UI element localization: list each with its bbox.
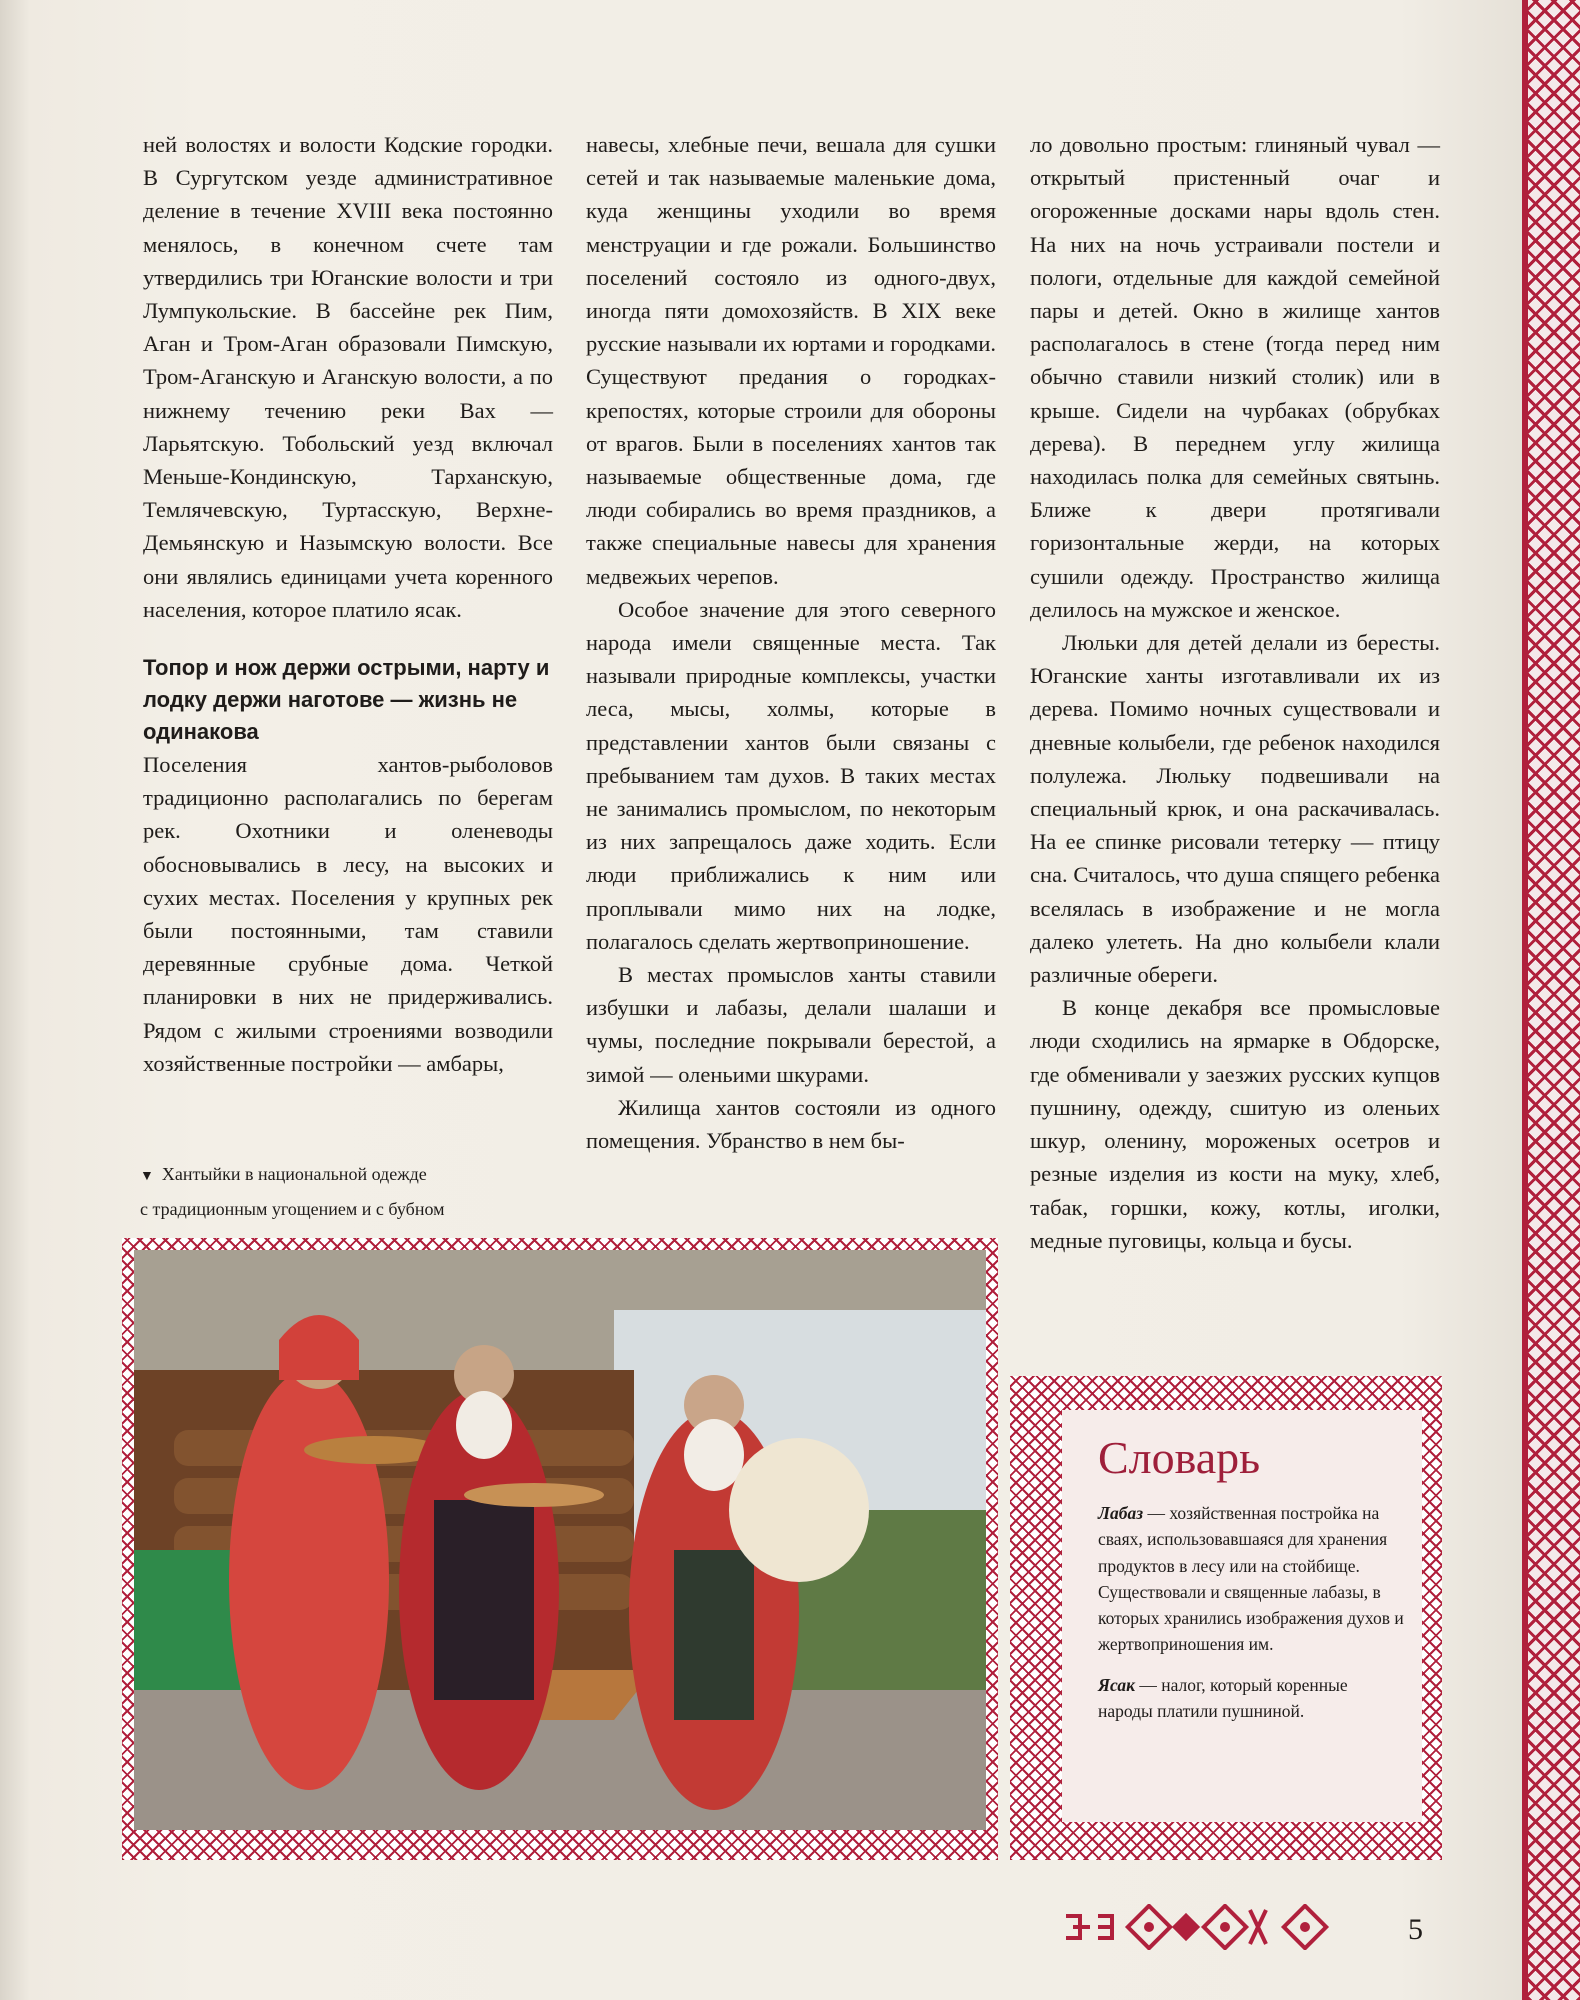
text-column-2 [586,128,996,1157]
paragraph: ней волостях и волости Кодские городки. В Сургутском уезде административное деление в течение XVIII века постоянно менялось, в конечном счете там утвердились три Юганские волости и три Лумпукольские. В бассейне рек Пим, Аган и Тром-Аган образовали Пимскую, Тром-Аганскую и Аганскую волости, а по нижнему течению реки Вах — Ларьятскую. Тобольский уезд включал Меньше-Кондинскую, Тарханскую, Темлячевскую, Туртасскую, Верхне-Демьянскую и Назымскую волости. Все они являлись единицами учета коренного населения, которое платило ясак. [143,132,553,622]
ornament-border-strip [1522,0,1580,2000]
paragraph: Жилища хантов состояли из одного помещения. Убранство в нем бы- [586,1094,996,1154]
dictionary-definition: — налог, который коренные народы платили пушниной. [1098,1674,1348,1722]
section-heading: Топор и нож держи острыми, нарту и лодку держи наготове — жизнь не одинакова [143,655,550,745]
paragraph: навесы, хлебные печи, вешала для сушки сетей и так называемые маленькие дома, куда женщины уходили во время менструации и где рожали. Большинство поселений состояло из одного-двух, иногда пяти домохозяйств. В XIX веке русские называли их юртами и городками. Существуют предания о городках-крепостях, которые строили для обороны от врагов. Были в поселениях хантов так называемые общественные дома, где люди собирались во время праздников, а также специальные навесы для хранения медвежьих черепов. [586,132,996,589]
page-number: 5 [1408,1913,1423,1946]
caption-line-2: с традиционным угощением и с бубном [140,1199,445,1219]
paragraph: Поселения хантов-рыболовов традиционно располагались по берегам рек. Охотники и оленеводы обосновывались в лесу, на высоких и сухих местах. Поселения у крупных рек были постоянными, там ставили деревянные срубные дома. Четкой планировки в них не придерживались. Рядом с жилыми строениями возводили хозяйственные постройки — амбары, [143,752,553,1076]
down-triangle-icon: ▼ [140,1169,154,1184]
dictionary-title: Словарь [1098,1432,1261,1483]
dictionary-frame [1010,1376,1442,1860]
paragraph: В местах промыслов ханты ставили избушки и лабазы, делали шалаши и чумы, последние покрывали берестой, а зимой — оленьими шкурами. [586,962,996,1087]
footer-ornament [1060,1904,1346,1950]
paragraph: Особое значение для этого северного народа имели священные места. Так называли природные комплексы, участки леса, мысы, холмы, которые в представлении хантов были связаны с пребыванием там духов. В таких местах не занимались промыслом, по некоторым из них запрещалось даже ходить. Если люди приближались к ним или проплывали мимо них на лодке, полагалось сделать жертвоприношение. [586,596,996,954]
paragraph: Люльки для детей делали из бересты. Юганские ханты изготавливали их из дерева. Помимо ночных существовали и дневные колыбели, где ребенок находился полулежа. Люльку подвешивали на специальный крюк, и она раскачивалась. На ее спинке рисовали тетерку — птицу сна. Считалось, что душа спящего ребенка вселялась в изображение и не могла далеко улететь. На дно колыбели клали различные обереги. [1030,630,1440,988]
dictionary-entry [1098,1672,1406,1725]
text-column-1 [143,128,553,1080]
dictionary-definition: — хозяйственная постройка на сваях, использовавшаяся для хранения продуктов в лесу или на стойбище. Существовали и священные лабазы, в которых хранились изображения духов и жертвоприношения им. [1098,1503,1404,1655]
dictionary-box [1062,1410,1422,1822]
khanty-women-photo [134,1250,986,1830]
dictionary-entry [1098,1500,1406,1658]
photo-illustration [134,1250,986,1830]
paragraph: ло довольно простым: глиняный чувал — открытый пристенный очаг и огороженные досками нары вдоль стен. На них на ночь устраивали постели и пологи, отдельные для каждой семейной пары и детей. Окно в жилище хантов располагалось в стене (тогда перед ним обычно ставили низкий столик) или в крыше. Сидели на чурбаках (обрубках дерева). В переднем углу жилища находилась полка для семейных святынь. Ближе к двери протягивали горизонтальные жерди, на которых сушили одежду. Пространство жилища делилось на мужское и женское. [1030,132,1440,622]
photo-caption [140,1158,560,1226]
photo-frame [122,1238,998,1860]
dictionary-term: Лабаз [1098,1503,1144,1523]
text-column-3 [1030,128,1440,1257]
caption-line-1: Хантыйки в национальной одежде [161,1164,427,1184]
dictionary-term: Ясак [1098,1674,1135,1695]
paragraph: В конце декабря все промысловые люди сходились на ярмарке в Обдорске, где обменивали у заезжих русских купцов пушнину, одежду, сшитую из оленьих шкур, оленину, мороженых осетров и резные изделия из кости на муку, хлеб, табак, горшки, кожу, котлы, иголки, медные пуговицы, кольца и бусы. [1030,995,1440,1253]
